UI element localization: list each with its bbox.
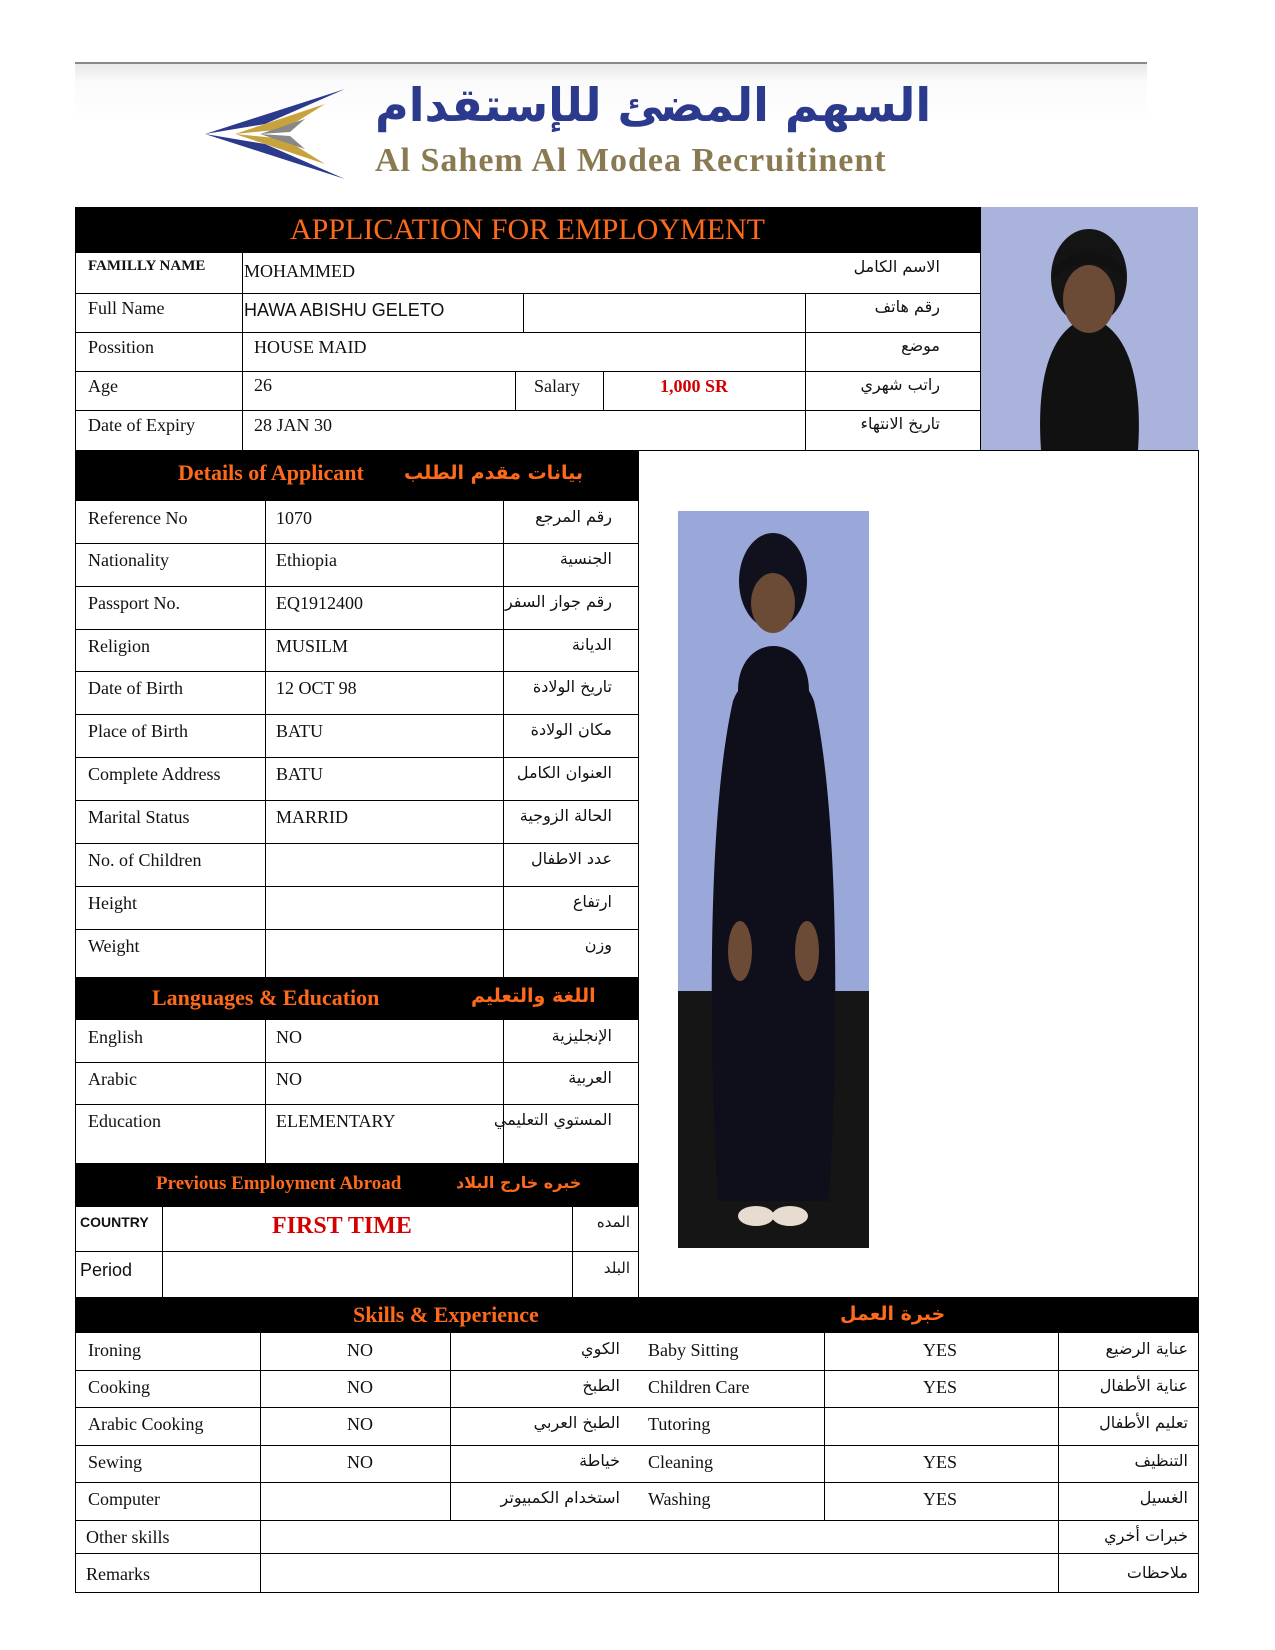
language-row-1-label: Arabic: [88, 1069, 137, 1089]
age-label: Age: [88, 376, 118, 396]
details-row-1-label: Nationality: [88, 550, 169, 570]
details-row-5-label: Place of Birth: [88, 721, 188, 741]
details-row-3-value: MUSILM: [276, 636, 349, 656]
details-row-2-label: Passport No.: [88, 593, 181, 613]
form-title: APPLICATION FOR EMPLOYMENT: [75, 207, 980, 253]
skill-right-2-value: [910, 1411, 970, 1417]
skill-left-2-value: NO: [347, 1414, 373, 1434]
other-skills-label: Other skills: [86, 1527, 170, 1547]
skill-left-0-ar: الكوي: [581, 1339, 620, 1358]
skill-left-3-value: NO: [347, 1452, 373, 1472]
skill-right-4-value: YES: [922, 1489, 957, 1509]
remarks-ar: ملاحظات: [1126, 1563, 1188, 1582]
salary-value: 1,000 SR: [660, 376, 729, 396]
applicant-headshot-photo: [981, 207, 1198, 450]
details-row-0-value: 1070: [276, 508, 312, 528]
details-row-4-value: 12 OCT 98: [276, 678, 357, 698]
skills-title-ar: خبرة العمل: [840, 1303, 946, 1325]
details-row-9-label: Height: [88, 893, 137, 913]
previous-title-en: Previous Employment Abroad: [156, 1173, 402, 1194]
details-row-7-value: MARRID: [276, 807, 349, 827]
details-row-6-label: Complete Address: [88, 764, 221, 784]
expiry-label: Date of Expiry: [88, 415, 195, 435]
language-row-1-ar: العربية: [568, 1068, 612, 1087]
details-row-0-ar: رقم المرجع: [535, 507, 612, 526]
phone-ar: رقم هاتف: [874, 297, 940, 316]
skill-left-1-label: Cooking: [88, 1377, 151, 1397]
country-ar: البلد: [603, 1259, 630, 1277]
skill-left-0-label: Ironing: [88, 1340, 141, 1360]
skill-left-3-label: Sewing: [88, 1452, 142, 1472]
logo-english-name: Al Sahem Al Modea Recruitinent: [375, 142, 887, 179]
skill-left-2-ar: الطبخ العربي: [533, 1413, 620, 1432]
skills-title-en: Skills & Experience: [353, 1302, 539, 1327]
language-row-0-value: NO: [276, 1027, 302, 1047]
country-value: FIRST TIME: [272, 1213, 412, 1239]
details-row-5-value: BATU: [276, 721, 324, 741]
skill-right-4-ar: الغسيل: [1139, 1488, 1188, 1507]
details-row-3-label: Religion: [88, 636, 150, 656]
full-name-value: HAWA ABISHU GELETO: [244, 300, 445, 320]
details-section-header: [76, 450, 638, 501]
details-row-6-ar: العنوان الكامل: [516, 763, 612, 782]
skill-right-0-value: YES: [922, 1340, 957, 1360]
details-row-9-value: [266, 890, 286, 896]
skill-right-0-label: Baby Sitting: [648, 1340, 739, 1360]
skill-right-4-label: Washing: [648, 1489, 711, 1509]
details-title-en: Details of Applicant: [178, 460, 364, 485]
details-row-4-ar: تاريخ الولادة: [532, 677, 612, 696]
details-row-3-ar: الديانة: [571, 635, 612, 654]
salary-label: Salary: [534, 376, 580, 396]
language-row-0-label: English: [88, 1027, 144, 1047]
expiry-ar: تاريخ الانتهاء: [860, 414, 940, 433]
language-row-1-value: NO: [276, 1069, 302, 1089]
full-name-label: Full Name: [88, 298, 165, 318]
skill-left-0-value: NO: [347, 1340, 373, 1360]
skills-section-header: [75, 1297, 1199, 1333]
skill-right-1-label: Children Care: [648, 1377, 750, 1397]
skill-right-0-ar: عناية الرضيع: [1105, 1339, 1188, 1358]
languages-title-en: Languages & Education: [152, 985, 380, 1010]
other-skills-ar: خبرات أخري: [1104, 1526, 1188, 1545]
age-value: 26: [254, 375, 272, 395]
duration-ar: المده: [596, 1213, 630, 1231]
details-row-2-value: EQ1912400: [276, 593, 363, 613]
language-row-2-label: Education: [88, 1111, 161, 1131]
skill-left-1-ar: الطبخ: [582, 1376, 620, 1395]
logo-arabic-name: السهم المضئ للإستقدام: [375, 78, 932, 132]
languages-section-header: [76, 977, 638, 1020]
details-row-1-value: Ethiopia: [276, 550, 337, 570]
applicant-full-body-photo: [678, 511, 869, 1248]
skill-left-1-value: NO: [347, 1377, 373, 1397]
details-row-8-value: [266, 847, 286, 853]
skill-right-3-value: YES: [922, 1452, 957, 1472]
family-name-ar: الاسم الكامل: [853, 257, 940, 276]
previous-title-ar: خبره خارج البلاد: [456, 1173, 582, 1192]
skill-left-3-ar: خياطة: [579, 1451, 620, 1470]
expiry-value: 28 JAN 30: [254, 415, 333, 435]
arrow-logo-icon: [115, 69, 355, 199]
details-row-7-label: Marital Status: [88, 807, 190, 827]
details-row-4-label: Date of Birth: [88, 678, 183, 698]
details-row-2-ar: رقم جواز السفر: [504, 592, 612, 611]
position-label: Possition: [88, 337, 155, 357]
details-row-8-ar: عدد الاطفال: [530, 849, 612, 868]
skill-right-1-ar: عناية الأطفال: [1099, 1376, 1188, 1395]
details-row-6-value: BATU: [276, 764, 324, 784]
skill-right-3-label: Cleaning: [648, 1452, 713, 1472]
skill-right-3-ar: التنظيف: [1134, 1451, 1188, 1470]
skill-right-2-label: Tutoring: [648, 1414, 711, 1434]
family-name-value: MOHAMMED: [244, 261, 356, 281]
details-title-ar: بيانات مقدم الطلب: [404, 462, 583, 484]
company-logo: [75, 62, 1147, 202]
skill-left-4-label: Computer: [88, 1489, 160, 1509]
position-ar: موضع: [901, 336, 940, 355]
language-row-2-value: ELEMENTARY: [276, 1111, 396, 1131]
skill-left-2-label: Arabic Cooking: [88, 1414, 204, 1434]
details-row-10-label: Weight: [88, 936, 140, 956]
skill-left-4-value: [330, 1486, 390, 1492]
previous-employment-header: [76, 1163, 638, 1206]
remarks-label: Remarks: [86, 1564, 150, 1584]
language-row-0-ar: الإنجليزية: [551, 1026, 612, 1045]
languages-title-ar: اللغة والتعليم: [471, 985, 596, 1007]
details-row-10-ar: وزن: [584, 935, 612, 954]
details-row-8-label: No. of Children: [88, 850, 202, 870]
details-row-0-label: Reference No: [88, 508, 188, 528]
details-row-9-ar: ارتفاع: [572, 892, 612, 911]
skill-right-1-value: YES: [922, 1377, 957, 1397]
details-row-1-ar: الجنسية: [559, 549, 612, 568]
country-label: COUNTRY: [80, 1214, 149, 1230]
skill-right-2-ar: تعليم الأطفال: [1099, 1413, 1188, 1432]
skill-left-4-ar: استخدام الكمبيوتر: [500, 1488, 620, 1507]
language-row-2-ar: المستوي التعليمي: [493, 1110, 612, 1129]
period-label: Period: [80, 1260, 133, 1280]
family-name-label: FAMILLY NAME: [88, 258, 206, 274]
salary-ar: راتب شهري: [860, 375, 940, 394]
details-row-7-ar: الحالة الزوجية: [519, 806, 612, 825]
position-value: HOUSE MAID: [254, 337, 367, 357]
details-row-5-ar: مكان الولادة: [530, 720, 612, 739]
details-row-10-value: [266, 933, 286, 939]
